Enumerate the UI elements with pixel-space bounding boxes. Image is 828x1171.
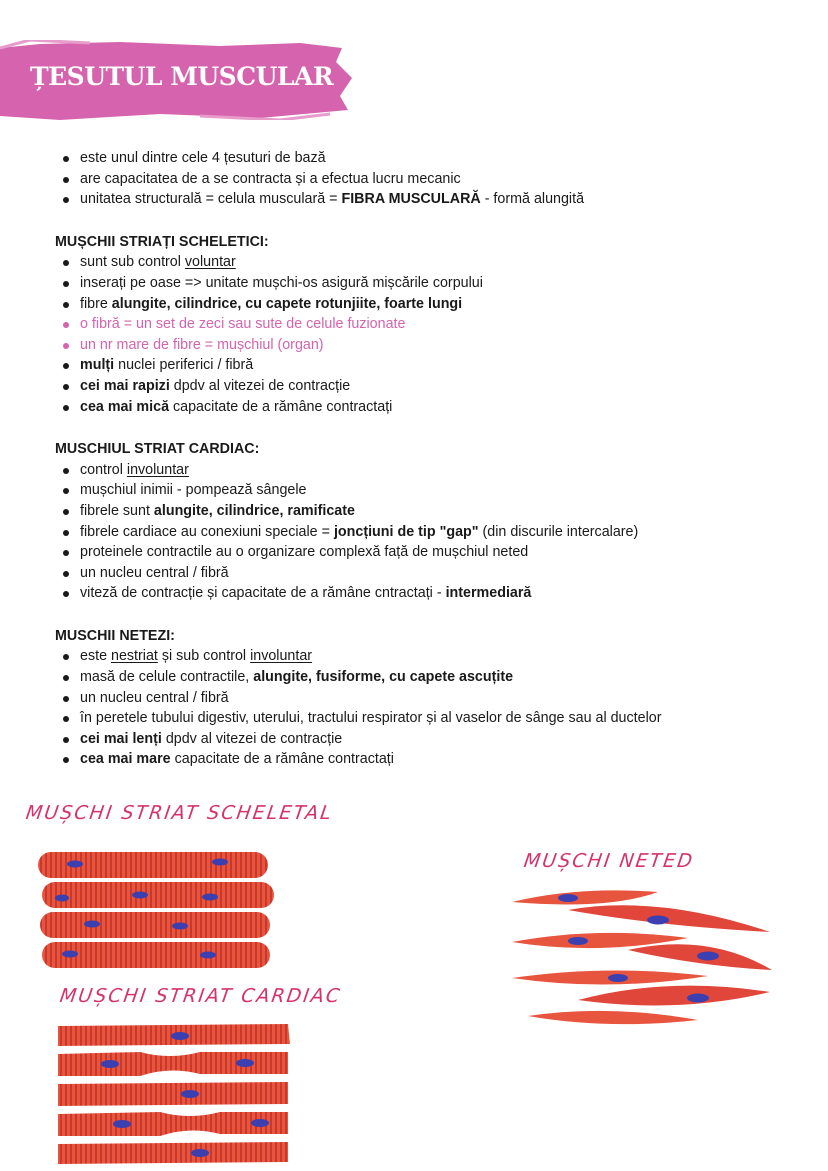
underlined-text: involuntar [126,461,189,478]
text-run: un nucleu central / fibră [80,689,229,706]
list-item [55,542,815,563]
text-run: este [80,648,111,665]
text-run: (din discurile intercalare) [478,523,639,540]
text-run: inserați pe oase => unitate mușchi-os asigură mișcările corpului [80,274,483,291]
text-run: în peretele tubului digestiv, uterului, tractului respirator și al vaselor de sânge sau al ductelor [80,710,662,727]
intro-item [55,189,815,210]
list-item [55,749,815,770]
page-title: ȚESUTUL MUSCULAR [30,62,334,91]
section-title: MUSCHIUL STRIAT CARDIAC: [55,441,260,458]
text-run: capacitate de a rămâne contractați [170,751,394,768]
bold-text: intermediară [445,585,532,602]
list-item [55,563,815,584]
bold-text: mulți [80,357,115,374]
text-run: control [80,461,127,478]
document-body [55,148,815,770]
text-run: proteinele contractile au o organizare complexă față de mușchiul neted [80,544,529,561]
bold-text: joncțiuni de tip "gap" [333,523,479,540]
list-item [55,460,815,481]
text-run: este unul dintre cele 4 țesuturi de bază [80,150,326,166]
skeletal-label: MUȘCHI STRIAT SCHELETAL [24,802,335,824]
bold-text: cea mai mare [80,751,171,768]
text-run: mușchiul inimii - pompează sângele [80,482,307,499]
text-run: dpdv al vitezei de contracție [161,730,343,747]
underlined-text: nestriat [111,648,158,665]
intro-item [55,169,815,190]
list-item [55,355,815,376]
cardiac-label: MUȘCHI STRIAT CARDIAC [58,985,343,1007]
text-run: fibre [80,295,112,312]
bold-text: cea mai mică [80,398,170,415]
list-item [55,397,815,418]
text-run: un nr mare de fibre = mușchiul (organ) [80,336,324,353]
smooth-label: MUȘCHI NETED [522,850,696,872]
list-item [55,480,815,501]
text-run: - formă alungită [480,191,585,208]
section-title: MUȘCHII STRIAȚI SCHELETICI: [55,233,269,250]
bold-text: alungite, cilindrice, cu capete rotunjiite, foarte lungi [111,295,463,312]
text-run: viteză de contracție și capacitate de a rămâne cntractați - [80,585,446,602]
section-list [55,252,815,417]
bold-text: FIBRA MUSCULARĂ [341,191,481,208]
text-run: fibrele cardiace au conexiuni speciale = [80,523,334,540]
list-item [55,708,815,729]
bold-text: cei mai rapizi [80,377,170,394]
list-item [55,335,815,356]
text-run: o fibră = un set de zeci sau sute de celule fuzionate [80,316,406,333]
list-item [55,688,815,709]
text-run: capacitate de a rămâne contractați [169,398,393,415]
text-run: sunt sub control [80,254,185,271]
bold-text: alungite, fusiforme, cu capete ascuțite [253,669,514,686]
title-banner [0,40,352,120]
list-item [55,273,815,294]
list-item [55,522,815,543]
list-item [55,252,815,273]
text-run: fibrele sunt [80,502,154,519]
text-run: are capacitatea de a se contracta și a efectua lucru mecanic [80,170,461,187]
list-item [55,376,815,397]
text-run: nuclei periferici / fibră [114,357,254,374]
text-run: și sub control [157,648,251,665]
section-list [55,646,815,770]
skeletal-muscle-illustration [30,842,280,972]
text-run: dpdv al vitezei de contracție [169,377,351,394]
underlined-text: involuntar [250,648,313,665]
intro-list [55,148,815,210]
list-item [55,667,815,688]
section-list [55,460,815,604]
list-item [55,646,815,667]
underlined-text: voluntar [184,254,236,271]
list-item [55,729,815,750]
section-title: MUSCHII NETEZI: [55,627,175,644]
text-run: unitatea structurală = celula musculară = [80,191,342,208]
bold-text: alungite, cilindrice, ramificate [153,502,355,519]
intro-item [55,148,815,169]
list-item [55,294,815,315]
cardiac-muscle-illustration [50,1018,300,1168]
text-run: un nucleu central / fibră [80,564,229,581]
text-run: masă de celule contractile, [80,669,254,686]
smooth-muscle-illustration [508,880,778,1030]
list-item [55,314,815,335]
list-item [55,583,815,604]
bold-text: cei mai lenți [80,730,162,747]
list-item [55,501,815,522]
